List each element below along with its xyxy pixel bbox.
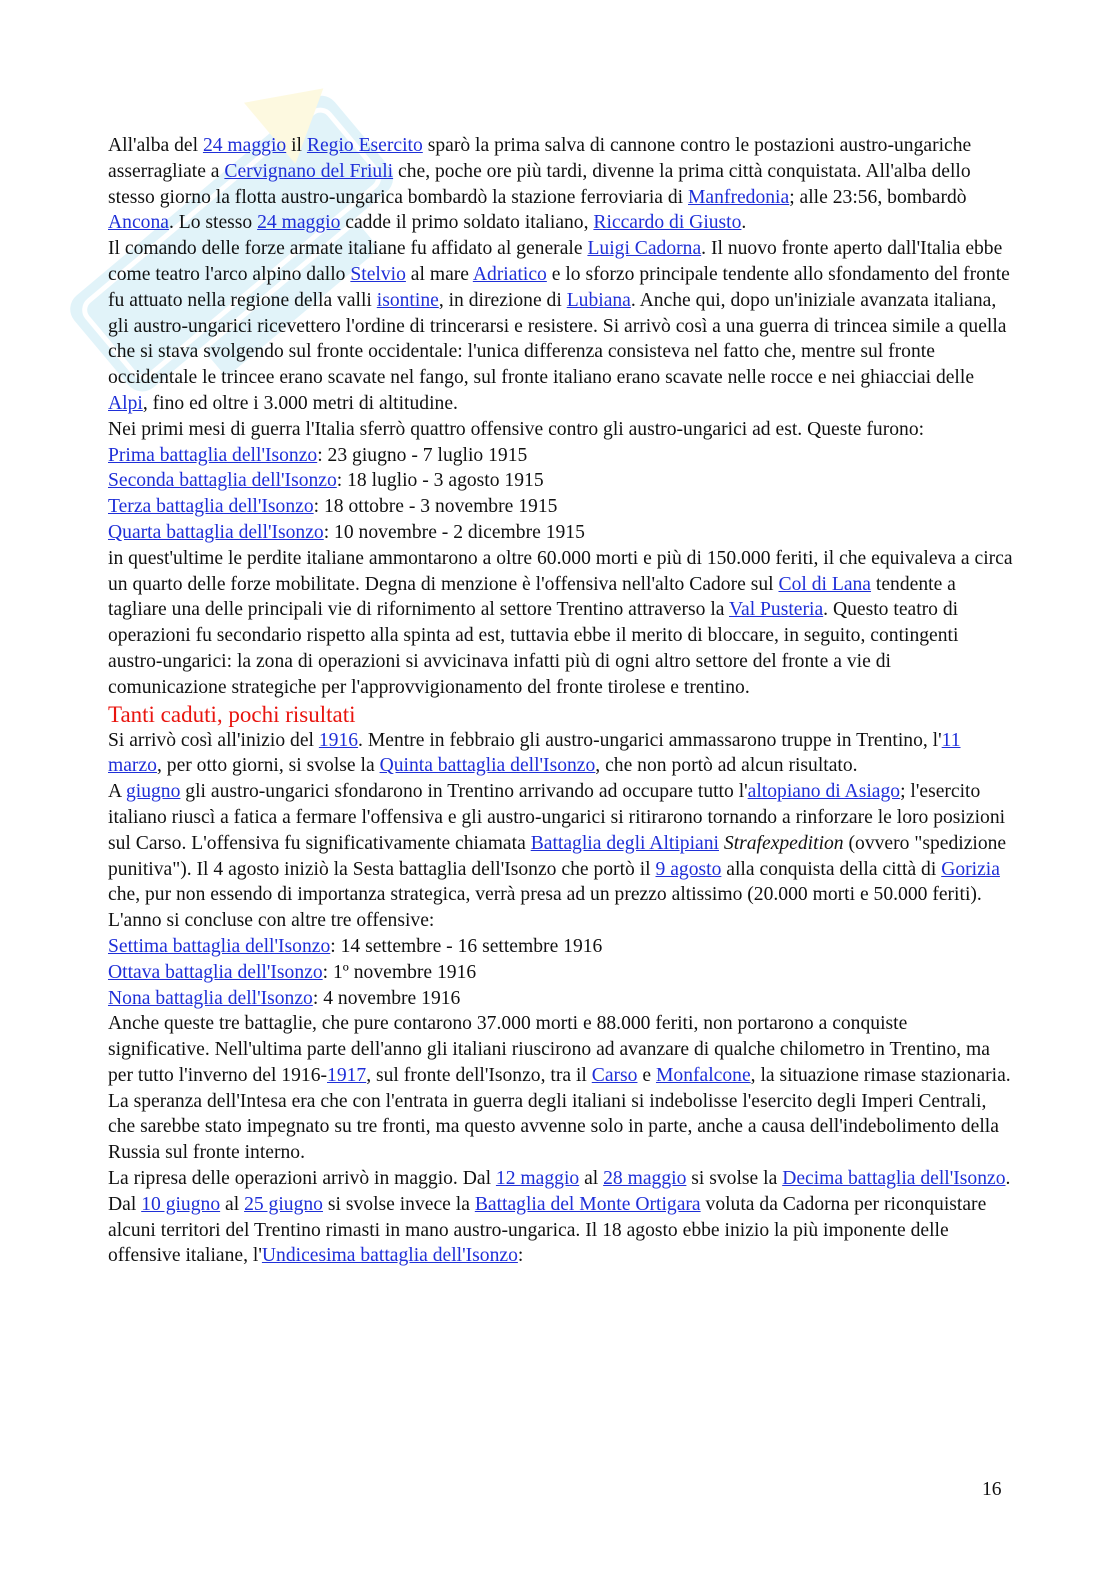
text-run: , la situazione rimase stazionaria. — [750, 1064, 1011, 1086]
wiki-link[interactable]: 1917 — [327, 1064, 367, 1086]
wiki-link[interactable]: 11 marzo — [108, 729, 961, 777]
battle-list-item — [108, 443, 1013, 469]
wiki-link[interactable]: Terza battaglia dell'Isonzo — [108, 496, 314, 518]
wiki-link[interactable]: 12 maggio — [495, 1168, 580, 1190]
wiki-link[interactable]: Battaglia degli Altipiani — [530, 832, 719, 854]
text-run: Il comando delle forze armate italiane fu affidato al generale — [108, 238, 588, 260]
paragraph-outbreak — [108, 133, 1013, 236]
wiki-link[interactable]: Prima battaglia dell'Isonzo — [108, 444, 318, 466]
text-run: : 18 luglio - 3 agosto 1915 — [336, 470, 544, 492]
text-run: , che non portò ad alcun risultato. — [595, 755, 858, 777]
wiki-link[interactable]: Monfalcone — [655, 1064, 751, 1086]
text-run: , sul fronte dell'Isonzo, tra il — [366, 1064, 592, 1086]
wiki-link[interactable]: Luigi Cadorna — [587, 238, 702, 260]
document-body — [108, 133, 1013, 1269]
text-run: si svolse invece la — [322, 1193, 475, 1215]
wiki-link[interactable]: 24 maggio — [257, 212, 341, 234]
text-run: Si arrivò così all'inizio del — [108, 729, 319, 751]
wiki-link[interactable]: Battaglia del Monte Ortigara — [474, 1193, 701, 1215]
battle-list-item — [108, 468, 1013, 494]
battle-list-item — [108, 960, 1013, 986]
text-run: gli austro-ungarici sfondarono in Trentino arrivando ad occupare tutto l' — [180, 781, 748, 803]
text-run: , fino ed oltre i 3.000 metri di altitudine. — [142, 392, 458, 414]
text-run: La ripresa delle operazioni arrivò in maggio. Dal — [108, 1168, 496, 1190]
wiki-link[interactable]: Settima battaglia dell'Isonzo — [108, 935, 331, 957]
battle-list-item — [108, 986, 1013, 1012]
wiki-link[interactable]: 10 giugno — [141, 1193, 221, 1215]
text-run: . Dal — [108, 1168, 1011, 1215]
wiki-link[interactable]: Adriatico — [472, 263, 547, 285]
wiki-link[interactable]: altopiano di Asiago — [747, 781, 901, 803]
text-run: (ovvero "spedizione punitiva"). Il 4 agosto iniziò la Sesta battaglia dell'Isonzo che portò il — [108, 832, 1007, 880]
paragraph-intesa — [108, 1089, 1013, 1166]
battle-list-item — [108, 934, 1013, 960]
text-run: : 1º novembre 1916 — [322, 961, 477, 983]
wiki-link[interactable]: Col di Lana — [778, 573, 872, 595]
wiki-link[interactable]: Carso — [591, 1064, 638, 1086]
text-run: al — [220, 1193, 245, 1215]
wiki-link[interactable]: 24 maggio — [202, 135, 287, 156]
text-run: : — [517, 1245, 524, 1267]
wiki-link[interactable]: Riccardo di Giusto — [593, 212, 742, 234]
battle-list-1916 — [108, 934, 1013, 1011]
page-number: 16 — [982, 1479, 1002, 1500]
text-run: : 14 settembre - 16 settembre 1916 — [330, 935, 603, 957]
wiki-link[interactable]: Ancona — [108, 212, 169, 234]
paragraph-losses-1915 — [108, 546, 1013, 701]
wiki-link[interactable]: Gorizia — [941, 858, 1000, 880]
section-heading: Tanti caduti, pochi risultati — [108, 701, 356, 727]
text-run: . Questo teatro di operazioni fu secondario rispetto alla spinta ad est, tuttavia ebbe il merito di bloccare, in seguito, contingenti austro-ungarici: la zona di operazioni si avvicinava infatti più di ogni altro settore del fronte a vie di comunicazione strategiche per l'approvvigionamento del fronte tirolese e trentino. — [108, 599, 959, 698]
text-run: e lo sforzo principale tendente allo sfondamento del fronte fu attuato nella regione della valli — [108, 263, 1010, 311]
wiki-link[interactable]: Undicesima battaglia dell'Isonzo — [261, 1245, 518, 1267]
battle-list-item — [108, 520, 1013, 546]
battle-list-item — [108, 494, 1013, 520]
text-run: alla conquista della città di — [721, 858, 942, 880]
text-run: , per otto giorni, si svolse la — [156, 755, 380, 777]
text-run: cadde il primo soldato italiano, — [340, 212, 594, 234]
wiki-link[interactable]: Cervignano del Friuli — [224, 160, 394, 182]
wiki-link[interactable]: Alpi — [108, 392, 143, 414]
text-run: Nei primi mesi di guerra l'Italia sferrò quattro offensive contro gli austro-ungarici ad est. Queste furono: — [108, 418, 925, 440]
paragraph-results-1916 — [108, 1011, 1013, 1088]
wiki-link[interactable]: Manfredonia — [688, 186, 790, 208]
text-run: : 4 novembre 1916 — [312, 987, 461, 1009]
paragraph-1916-start — [108, 728, 1013, 780]
text-run: , in direzione di — [438, 289, 567, 311]
text-run: voluta da Cadorna per riconquistare alcuni territori del Trentino rimasti in mano austro-ungarica. Il 18 agosto ebbe inizio la più imponente delle offensive italiane, l' — [108, 1193, 987, 1267]
text-run: . Lo stesso — [168, 212, 258, 234]
wiki-link[interactable]: giugno — [125, 781, 181, 803]
wiki-link[interactable]: Seconda battaglia dell'Isonzo — [108, 470, 337, 492]
wiki-link[interactable]: Lubiana — [566, 289, 631, 311]
wiki-link[interactable]: 25 giugno — [244, 1193, 323, 1215]
text-run: . Anche qui, dopo un'iniziale avanzata italiana, gli austro-ungarici ricevettero l'ordine di trincerarsi e resistere. Si arrivò così a una guerra di trincea simile a quella che si stava svolgendo sul fronte occidentale: l'unica differenza consisteva nel fatto che, mentre sul fronte occidentale le trincee erano scavate nel fango, sul fronte italiano erano scavate nelle rocce e nei ghiacciai delle — [108, 289, 1007, 389]
italic-text: Strafexpedition — [723, 832, 844, 854]
paragraph-cadorna-front — [108, 236, 1013, 417]
text-run: tendente a tagliare una delle principali vie di rifornimento al settore Trentino attraverso la — [108, 573, 956, 621]
text-run: . Mentre in febbraio gli austro-ungarici ammassarono truppe in Trentino, l' — [358, 729, 942, 751]
wiki-link[interactable]: Stelvio — [350, 263, 406, 285]
wiki-link[interactable]: Val Pusteria — [729, 599, 824, 621]
text-run: Anche queste tre battaglie, che pure contarono 37.000 morti e 88.000 feriti, non portarono a conquiste significative. Nell'ultima parte dell'anno gli italiani riuscirono ad avanzare di qualche chilometro in Trentino, ma per tutto l'inverno del 1916- — [108, 1013, 990, 1086]
text-run: : 10 novembre - 2 dicembre 1915 — [323, 521, 585, 543]
text-run: : 18 ottobre - 3 novembre 1915 — [313, 496, 558, 518]
wiki-link[interactable]: Regio Esercito — [306, 135, 423, 156]
wiki-link[interactable]: Nona battaglia dell'Isonzo — [108, 987, 313, 1009]
battle-list-1915 — [108, 443, 1013, 546]
text-run: in quest'ultime le perdite italiane ammontarono a oltre 60.000 morti e più di 150.000 feriti, il che equivaleva a circa un quarto delle forze mobilitate. Degna di menzione è l'offensiva nell'alto Cadore sul — [108, 547, 1013, 595]
wiki-link[interactable]: isontine — [376, 289, 439, 311]
text-run: al mare — [405, 263, 473, 285]
text-run: . Il nuovo fronte aperto dall'Italia ebbe come teatro l'arco alpino dallo — [108, 238, 1003, 285]
text-run: ; l'esercito italiano riuscì a fatica a fermare l'offensiva e gli austro-ungarici si ritirarono tornando a rinforzare le loro posizioni sul Carso. L'offensiva fu significativamente chiamata — [108, 781, 1006, 854]
wiki-link[interactable]: 1916 — [318, 729, 359, 751]
text-run: La speranza dell'Intesa era che con l'entrata in guerra degli italiani si indebolisse l'esercito degli Imperi Centrali, che sarebbe stato impegnato su tre fronti, ma questo avvenne solo in parte, anche a causa dell'indebolimento della Russia sul fronte interno. — [108, 1090, 999, 1164]
text-run: : 23 giugno - 7 luglio 1915 — [317, 444, 528, 466]
text-run: al — [579, 1168, 604, 1190]
text-run: e — [637, 1064, 656, 1086]
wiki-link[interactable]: 28 maggio — [603, 1168, 687, 1190]
wiki-link[interactable]: Quinta battaglia dell'Isonzo — [379, 755, 596, 777]
paragraph-first-offensives — [108, 417, 1013, 443]
text-run: ; alle 23:56, bombardò — [789, 186, 967, 208]
text-run: che, pur non essendo di importanza strategica, verrà presa ad un prezzo altissimo (20.000 morti e 50.000 feriti). L'anno si concluse con altre tre offensive: — [108, 884, 982, 932]
paragraph-strafexpedition — [108, 779, 1013, 934]
text-run: sparò la prima salva di cannone contro le postazioni austro-ungariche asserragliate a — [108, 135, 972, 182]
wiki-link[interactable]: 9 agosto — [655, 858, 722, 880]
text-run: si svolse la — [686, 1168, 783, 1190]
text-run: che, poche ore più tardi, divenne la prima città conquistata. All'alba dello stesso giorno la flotta austro-ungarica bombardò la stazione ferroviaria di — [108, 160, 971, 208]
wiki-link[interactable]: Quarta battaglia dell'Isonzo — [108, 521, 324, 543]
text-run: il — [286, 135, 307, 156]
text-run: A — [108, 781, 126, 803]
wiki-link[interactable]: Ottava battaglia dell'Isonzo — [108, 961, 323, 983]
wiki-link[interactable]: Decima battaglia dell'Isonzo — [782, 1168, 1006, 1190]
text-run: . — [741, 212, 747, 234]
text-run: All'alba del — [108, 135, 203, 156]
paragraph-1917-operations — [108, 1166, 1013, 1269]
